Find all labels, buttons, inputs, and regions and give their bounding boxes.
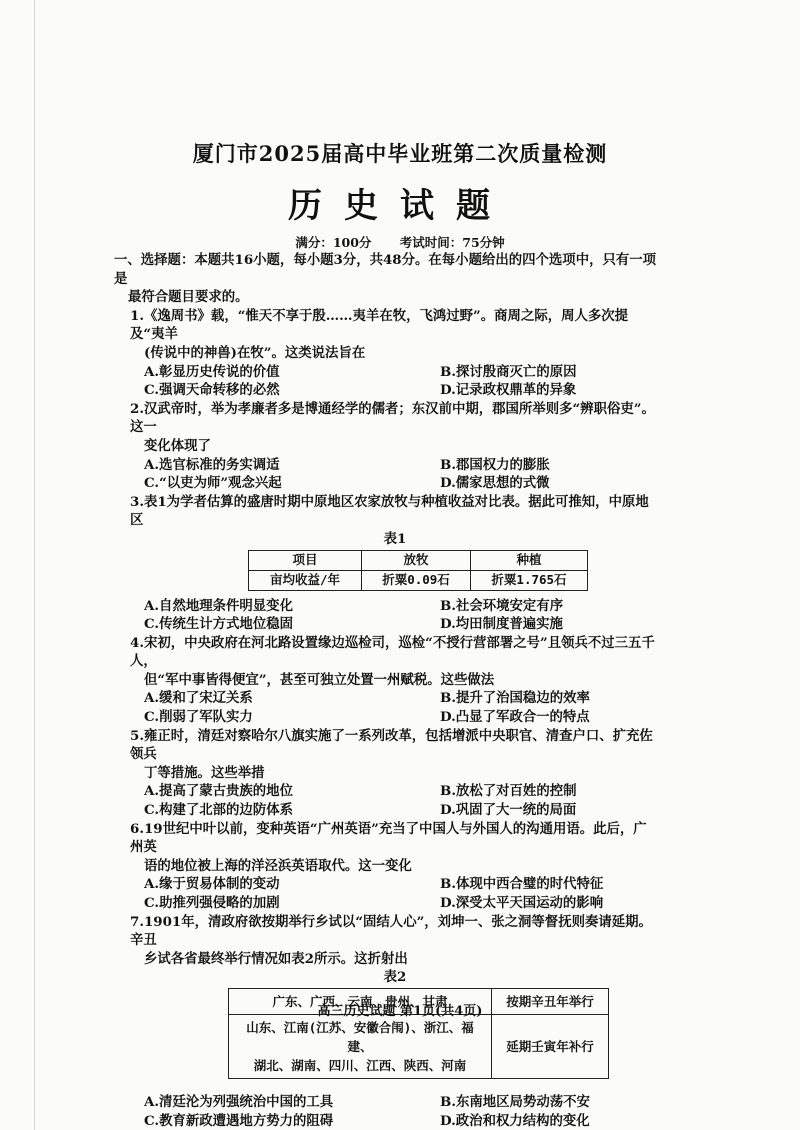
option-b[interactable]: B.东南地区局势动荡不安 [440, 1093, 590, 1110]
table-header: 放牧 [362, 550, 471, 570]
option-a[interactable]: A.缓和了宋辽关系 [144, 690, 253, 707]
question-2 [130, 400, 660, 493]
option-c[interactable]: C.构建了北部的边防体系 [144, 802, 293, 819]
option-a[interactable]: A.彰显历史传说的价值 [144, 363, 280, 380]
question-stem: 4.宋初，中央政府在河北路设置缘边巡检司，巡检“不授行营部署之号”且领兵不过三五千人， [130, 634, 655, 670]
option-d[interactable]: D.儒家思想的式微 [440, 475, 550, 492]
option-a[interactable]: A.缘于贸易体制的变动 [144, 876, 280, 893]
page-edge [34, 0, 35, 1130]
question-stem: 5.雍正时，清廷对察哈尔八旗实施了一系列改革，包括增派中央职官、清查户口、扩充佐领兵 [130, 727, 653, 763]
options [130, 875, 660, 912]
question-3 [130, 493, 660, 634]
option-c[interactable]: C.传统生计方式地位稳固 [144, 616, 293, 633]
option-b[interactable]: B.社会环境安定有序 [440, 597, 564, 614]
question-stem-cont: 但“军中事皆得便宜”，甚至可独立处置一州赋税。这些做法 [144, 671, 495, 688]
question-stem-cont: 变化体现了 [144, 437, 211, 454]
question-stem: 6.19世纪中叶以前，变种英语“广州英语”充当了中国人与外国人的沟通用语。此后，广州英 [130, 820, 647, 856]
options [130, 1093, 660, 1130]
option-c[interactable]: C.教育新政遭遇地方势力的阻碍 [144, 1112, 334, 1129]
option-b[interactable]: B.放松了对百姓的控制 [440, 783, 577, 800]
table-row [229, 1014, 609, 1078]
option-c[interactable]: C.强调天命转移的必然 [144, 382, 280, 399]
table-header-row [249, 550, 588, 570]
question-stem-cont: 丁等措施。这些举措 [144, 764, 265, 781]
subject-title: 历史试题 [288, 186, 512, 226]
option-c[interactable]: C.削弱了军队实力 [144, 709, 253, 726]
table-header: 种植 [471, 550, 588, 570]
province-list: 广东、广西、云南、贵州、甘肃 [272, 993, 448, 1009]
table-caption: 表2 [383, 969, 407, 986]
province-list-cont: 湖北、湖南、四川、江西、陕西、河南 [253, 1057, 467, 1073]
question-stem: 7.1901年，清政府欲按期举行乡试以“固结人心”，刘坤一、张之洞等督抚则奏请延期。辛丑 [130, 913, 652, 949]
table-cell: 折粟0.09石 [362, 570, 471, 590]
question-1 [130, 307, 660, 400]
section-instruction-cont: 最符合题目要求的。 [128, 289, 249, 306]
options [130, 363, 660, 400]
option-d[interactable]: D.均田制度普遍实施 [440, 616, 563, 633]
table-cell [229, 1014, 492, 1078]
question-stem-cont: 语的地位被上海的洋泾浜英语取代。这一变化 [144, 857, 412, 874]
question-area [114, 251, 660, 1130]
option-d[interactable]: D.政治和权力结构的变化 [440, 1112, 590, 1129]
option-d[interactable]: D.记录政权鼎革的异象 [440, 382, 577, 399]
option-c[interactable]: C.“以吏为师”观念兴起 [144, 475, 282, 492]
options [130, 689, 660, 726]
question-stem: 1.《逸周书》载，“惟天不享于殷……夷羊在牧，飞鸿过野”。商周之际，周人多次提及“夷羊 [130, 307, 629, 343]
options [130, 597, 660, 634]
option-b[interactable]: B.体现中西合璧的时代特征 [440, 876, 604, 893]
section-instruction: 一、选择题：本题共16小题，每小题3分，共48分。在每小题给出的四个选项中，只有一项是 [114, 252, 657, 287]
exam-meta [0, 233, 800, 251]
table-cell: 延期壬寅年补行 [492, 1014, 609, 1078]
table-row [249, 570, 588, 590]
question-stem: 2.汉武帝时，举为孝廉者多是博通经学的儒者；东汉前中期，郡国所举则多“辨职俗吏”。这一 [130, 400, 655, 436]
question-stem-cont: 乡试各省最终举行情况如表2所示。这折射出 [144, 950, 408, 967]
table-header: 项目 [249, 550, 362, 570]
page-footer: 高三历史试题 第1页(共4页) [317, 1004, 483, 1019]
question-5 [130, 727, 660, 820]
table-cell: 亩均收益/年 [249, 570, 362, 590]
full-score: 满分：100分 [295, 235, 372, 250]
table-cell: 折粟1.765石 [471, 570, 588, 590]
option-a[interactable]: A.清廷沦为列强统治中国的工具 [144, 1093, 334, 1110]
option-a[interactable]: A.提高了蒙古贵族的地位 [144, 783, 293, 800]
option-b[interactable]: B.郡国权力的膨胀 [440, 456, 550, 473]
options [130, 782, 660, 819]
option-a[interactable]: A.自然地理条件明显变化 [144, 597, 293, 614]
option-a[interactable]: A.选官标准的务实调适 [144, 456, 280, 473]
question-4 [130, 634, 660, 727]
table-cell: 按期辛丑年举行 [492, 988, 609, 1014]
table-1 [248, 550, 588, 591]
province-list: 山东、江南(江苏、安徽合闱)、浙江、福建、 [246, 1019, 474, 1054]
option-c[interactable]: C.助推列强侵略的加剧 [144, 895, 280, 911]
option-b[interactable]: B.提升了治国稳边的效率 [440, 690, 590, 707]
table-caption: 表1 [383, 530, 407, 547]
option-b[interactable]: B.探讨殷商灭亡的原因 [440, 363, 577, 380]
exam-title: 厦门市2025届高中毕业班第二次质量检测 [192, 141, 608, 166]
option-d[interactable]: D.巩固了大一统的局面 [440, 802, 577, 819]
exam-time: 考试时间：75分钟 [399, 235, 505, 250]
question-6 [130, 820, 660, 913]
option-d[interactable]: D.凸显了军政合一的特点 [440, 709, 590, 726]
question-stem-cont: (传说中的神兽)在牧”。这类说法旨在 [144, 344, 366, 361]
question-7 [130, 913, 660, 1130]
options [130, 456, 660, 493]
question-stem: 3.表1为学者估算的盛唐时期中原地区农家放牧与种植收益对比表。据此可推知，中原地区 [130, 493, 649, 529]
option-d[interactable]: D.深受太平天国运动的影响 [440, 895, 604, 911]
